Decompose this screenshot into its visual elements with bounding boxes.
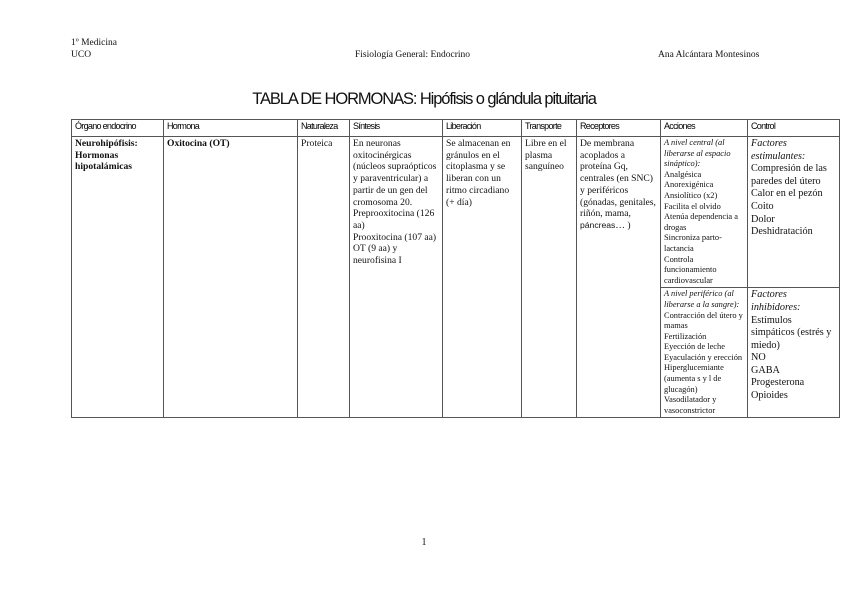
action-item: Facilita el olvido xyxy=(664,201,721,211)
column-header: Órgano endocrino xyxy=(72,120,164,137)
receptors-highlight: páncreas xyxy=(580,219,616,230)
page-number: 1 xyxy=(421,537,427,548)
control-inhibiting-heading: Factores inhibidores: xyxy=(751,289,801,313)
synthesis-line: En neuronas oxitocinérgicas (núcleos supraópticos y paraventricular) a partir de un gen del cromosoma 20. xyxy=(353,138,437,208)
university-label: UCO xyxy=(71,50,92,60)
synthesis-line: Preprooxitocina (126 aa) xyxy=(353,208,435,231)
organ-cell: Neurohipófisis: Hormonas hipotalámicas xyxy=(72,137,164,418)
action-item: Vasodilatador y vasoconstrictor xyxy=(664,395,717,415)
control-item: Estímulos simpáticos (estrés y miedo) xyxy=(751,314,832,351)
control-item: Coito xyxy=(751,200,774,212)
action-item: Fertilización xyxy=(664,331,707,341)
receptors-text: De membrana acoplados a proteína Gq, centrales (en SNC) y periféricos (gónadas, genitales, riñón, mama, xyxy=(580,138,656,220)
control-item: Deshidratación xyxy=(751,226,813,238)
synthesis-line: OT (9 aa) y neurofisina I xyxy=(353,243,402,267)
column-header: Receptores xyxy=(577,120,661,137)
control-item: Calor en el pezón xyxy=(751,188,823,200)
control-item: NO xyxy=(751,352,766,364)
synthesis-cell xyxy=(350,137,443,418)
action-item: Controla funcionamiento cardiovascular xyxy=(664,254,717,285)
action-item: Ansiolítico (x2) xyxy=(664,190,718,200)
control-item: Progesterona xyxy=(751,377,805,389)
column-header: Naturaleza xyxy=(298,120,350,137)
receptors-tail: … ) xyxy=(615,219,631,231)
action-item: Anorexigénica xyxy=(664,180,714,190)
column-header: Hormona xyxy=(164,120,298,137)
document-title: TABLA DE HORMONAS: Hipófisis o glándula pituitaria xyxy=(252,90,596,108)
hormone-cell: Oxitocina (OT) xyxy=(164,137,298,418)
control-stimulating-heading: Factores estimulantes: xyxy=(751,138,806,162)
column-header: Síntesis xyxy=(350,120,443,137)
receptors-cell xyxy=(577,137,661,418)
control-item: Opioides xyxy=(751,390,788,402)
hormone-table xyxy=(71,119,840,418)
action-item: Eyección de leche xyxy=(664,342,725,352)
synthesis-line: Prooxitocina (107 aa) xyxy=(353,231,437,243)
table-header-row xyxy=(72,120,840,137)
subject-label: Fisiología General: Endocrino xyxy=(355,50,471,60)
actions-central-cell xyxy=(661,137,748,288)
action-item: Hiperglucemiante (aumenta s y l de glucagón) xyxy=(664,363,724,394)
actions-central-heading: A nivel central (al liberarse al espacio sináptico): xyxy=(664,138,731,169)
control-inhibiting-cell xyxy=(748,288,840,418)
action-item: Sincroniza parto-lactancia xyxy=(664,233,722,253)
actions-peripheral-cell xyxy=(661,288,748,418)
control-stimulating-cell xyxy=(748,137,840,288)
action-item: Analgésica xyxy=(664,169,702,179)
control-item: Dolor xyxy=(751,213,775,225)
release-cell: Se almacenan en gránulos en el citoplasma y se liberan con un ritmo circadiano (+ día) xyxy=(443,137,522,418)
column-header: Control xyxy=(748,120,840,137)
author-label: Ana Alcántara Montesinos xyxy=(658,50,760,60)
column-header: Transporte xyxy=(522,120,577,137)
action-item: Atenúa dependencia a drogas xyxy=(664,212,738,232)
column-header: Liberación xyxy=(443,120,522,137)
table-row xyxy=(72,137,840,288)
control-item: Compresión de las paredes del útero xyxy=(751,163,827,187)
column-header: Acciones xyxy=(661,120,748,137)
action-item: Eyaculación y erección xyxy=(664,352,743,362)
transport-cell: Libre en el plasma sanguíneo xyxy=(522,137,577,418)
actions-peripheral-heading: A nivel periférico (al liberarse a la sangre): xyxy=(664,289,740,309)
control-item: GABA xyxy=(751,364,780,376)
action-item: Contracción del útero y mamas xyxy=(664,310,743,331)
nature-cell: Proteica xyxy=(298,137,350,418)
course-label: 1º Medicina xyxy=(71,38,117,48)
